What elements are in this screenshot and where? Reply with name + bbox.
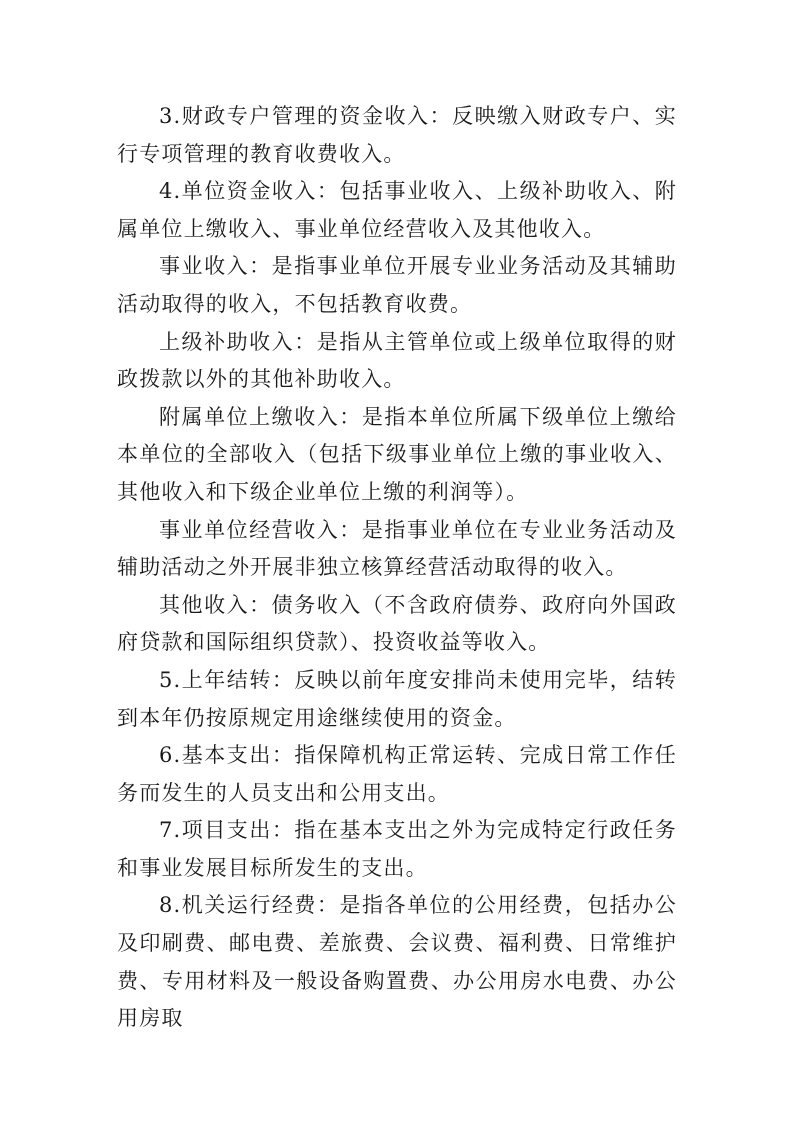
paragraph-superior-subsidy-income: 上级补助收入：是指从主管单位或上级单位取得的财政拨款以外的其他补助收入。 [117, 329, 677, 392]
paragraph-operating-income: 事业单位经营收入：是指事业单位在专业业务活动及辅助活动之外开展非独立核算经营活动取得的收入。 [117, 517, 677, 580]
paragraph-operating-expenses: 8.机关运行经费：是指各单位的公用经费，包括办公及印刷费、邮电费、差旅费、会议费、福利费、日常维护费、专用材料及一般设备购置费、办公用房水电费、办公用房取 [117, 893, 677, 1031]
paragraph-basic-expenditure: 6.基本支出：指保障机构正常运转、完成日常工作任务而发生的人员支出和公用支出。 [117, 743, 677, 805]
paragraph-other-income: 其他收入：债务收入（不含政府债券、政府向外国政府贷款和国际组织贷款）、投资收益等收入。 [117, 592, 677, 655]
document-body [117, 98, 677, 1038]
paragraph-prior-year-carryover: 5.上年结转：反映以前年度安排尚未使用完毕，结转到本年仍按原规定用途继续使用的资金。 [117, 667, 677, 730]
paragraph-unit-fund-income: 4.单位资金收入：包括事业收入、上级补助收入、附属单位上缴收入、事业单位经营收入及其他收入。 [117, 179, 677, 241]
paragraph-business-income: 事业收入：是指事业单位开展专业业务活动及其辅助活动取得的收入，不包括教育收费。 [117, 254, 677, 316]
paragraph-fiscal-account-income: 3.财政专户管理的资金收入：反映缴入财政专户、实行专项管理的教育收费收入。 [117, 104, 677, 166]
paragraph-project-expenditure: 7.项目支出：指在基本支出之外为完成特定行政任务和事业发展目标所发生的支出。 [117, 818, 677, 880]
paragraph-affiliated-unit-income: 附属单位上缴收入：是指本单位所属下级单位上缴给本单位的全部收入（包括下级事业单位上缴的事业收入、其他收入和下级企业单位上缴的利润等）。 [117, 404, 677, 504]
